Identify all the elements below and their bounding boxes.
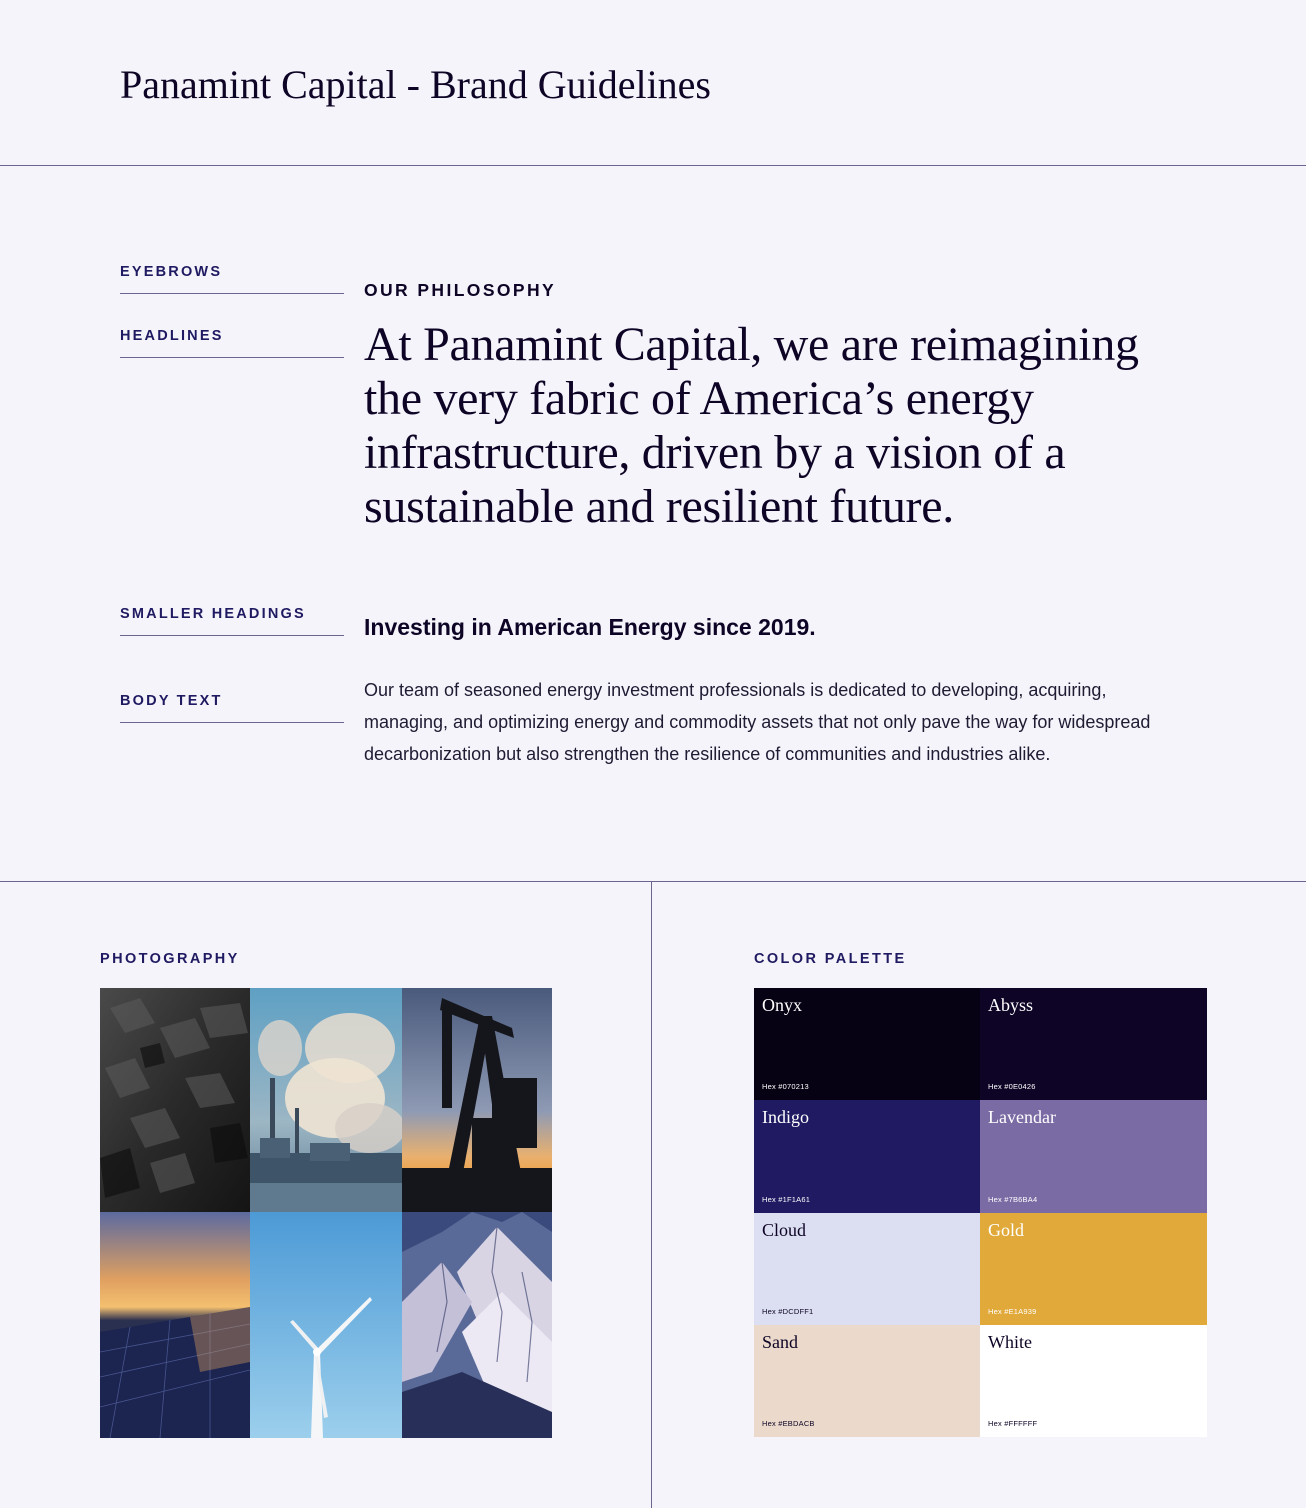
photo-solar-panels <box>100 1212 250 1438</box>
swatch-name: Abyss <box>988 995 1034 1015</box>
swatch-lavendar <box>980 1100 1207 1212</box>
photo-coal-texture <box>100 988 250 1212</box>
swatch-abyss <box>980 988 1207 1100</box>
swatch-cloud <box>754 1213 980 1325</box>
swatch-sand <box>754 1325 980 1437</box>
label-smaller-headings: SMALLER HEADINGS <box>120 606 344 636</box>
photography-title: PHOTOGRAPHY <box>100 951 240 967</box>
swatch-hex: Hex #DCDFF1 <box>762 1306 814 1316</box>
swatch-hex: Hex #070213 <box>762 1082 809 1092</box>
photo-wind-turbine <box>250 1212 402 1438</box>
photo-industrial-smokestacks <box>250 988 402 1212</box>
label-headlines: HEADLINES <box>120 328 344 358</box>
eyebrow-sample: OUR PHILOSOPHY <box>364 280 557 300</box>
swatch-name: Gold <box>988 1219 1024 1240</box>
swatch-name: Indigo <box>762 1107 809 1128</box>
swatch-name: Lavendar <box>988 1107 1056 1128</box>
swatch-white <box>980 1325 1207 1437</box>
swatch-hex: Hex #E1A939 <box>988 1306 1037 1316</box>
headline-sample: At Panamint Capital, we are reimagining the very fabric of America’s energy infrastructure, driven by a vision of a sustainable and resilient future. <box>364 318 1139 533</box>
swatch-name: Cloud <box>762 1219 807 1240</box>
swatch-gold <box>980 1213 1207 1325</box>
swatch-hex: Hex #1F1A61 <box>762 1194 811 1204</box>
subheading-sample: Investing in American Energy since 2019. <box>364 614 816 640</box>
label-body-text: BODY TEXT <box>120 693 344 723</box>
swatch-hex: Hex #EBDACB <box>762 1419 815 1428</box>
swatch-name: White <box>988 1331 1032 1352</box>
swatch-hex: Hex #FFFFFF <box>988 1419 1038 1428</box>
swatch-indigo <box>754 1100 980 1212</box>
page-title: Panamint Capital - Brand Guidelines <box>120 62 711 107</box>
section-divider <box>0 881 1306 882</box>
palette-grid <box>754 988 1207 1437</box>
swatch-hex: Hex #0E0426 <box>988 1082 1036 1092</box>
swatch-hex: Hex #7B6BA4 <box>988 1194 1038 1204</box>
swatch-name: Sand <box>762 1331 798 1352</box>
photo-snowy-mountain <box>402 1212 552 1438</box>
header-divider <box>0 165 1306 166</box>
body-text-sample: Our team of seasoned energy investment professionals is dedicated to developing, acquiring, managing, and optimizing energy and commodity assets that not only pave the way for widespread decarbonization but also strengthen the resilience of communities and industries alike. <box>364 680 1151 764</box>
palette-title: COLOR PALETTE <box>754 951 907 967</box>
photo-oil-pumpjack <box>402 988 552 1212</box>
column-divider <box>651 881 652 1508</box>
photo-grid <box>100 988 552 1438</box>
swatch-onyx <box>754 988 980 1100</box>
label-eyebrows: EYEBROWS <box>120 264 344 294</box>
swatch-name: Onyx <box>762 995 802 1015</box>
